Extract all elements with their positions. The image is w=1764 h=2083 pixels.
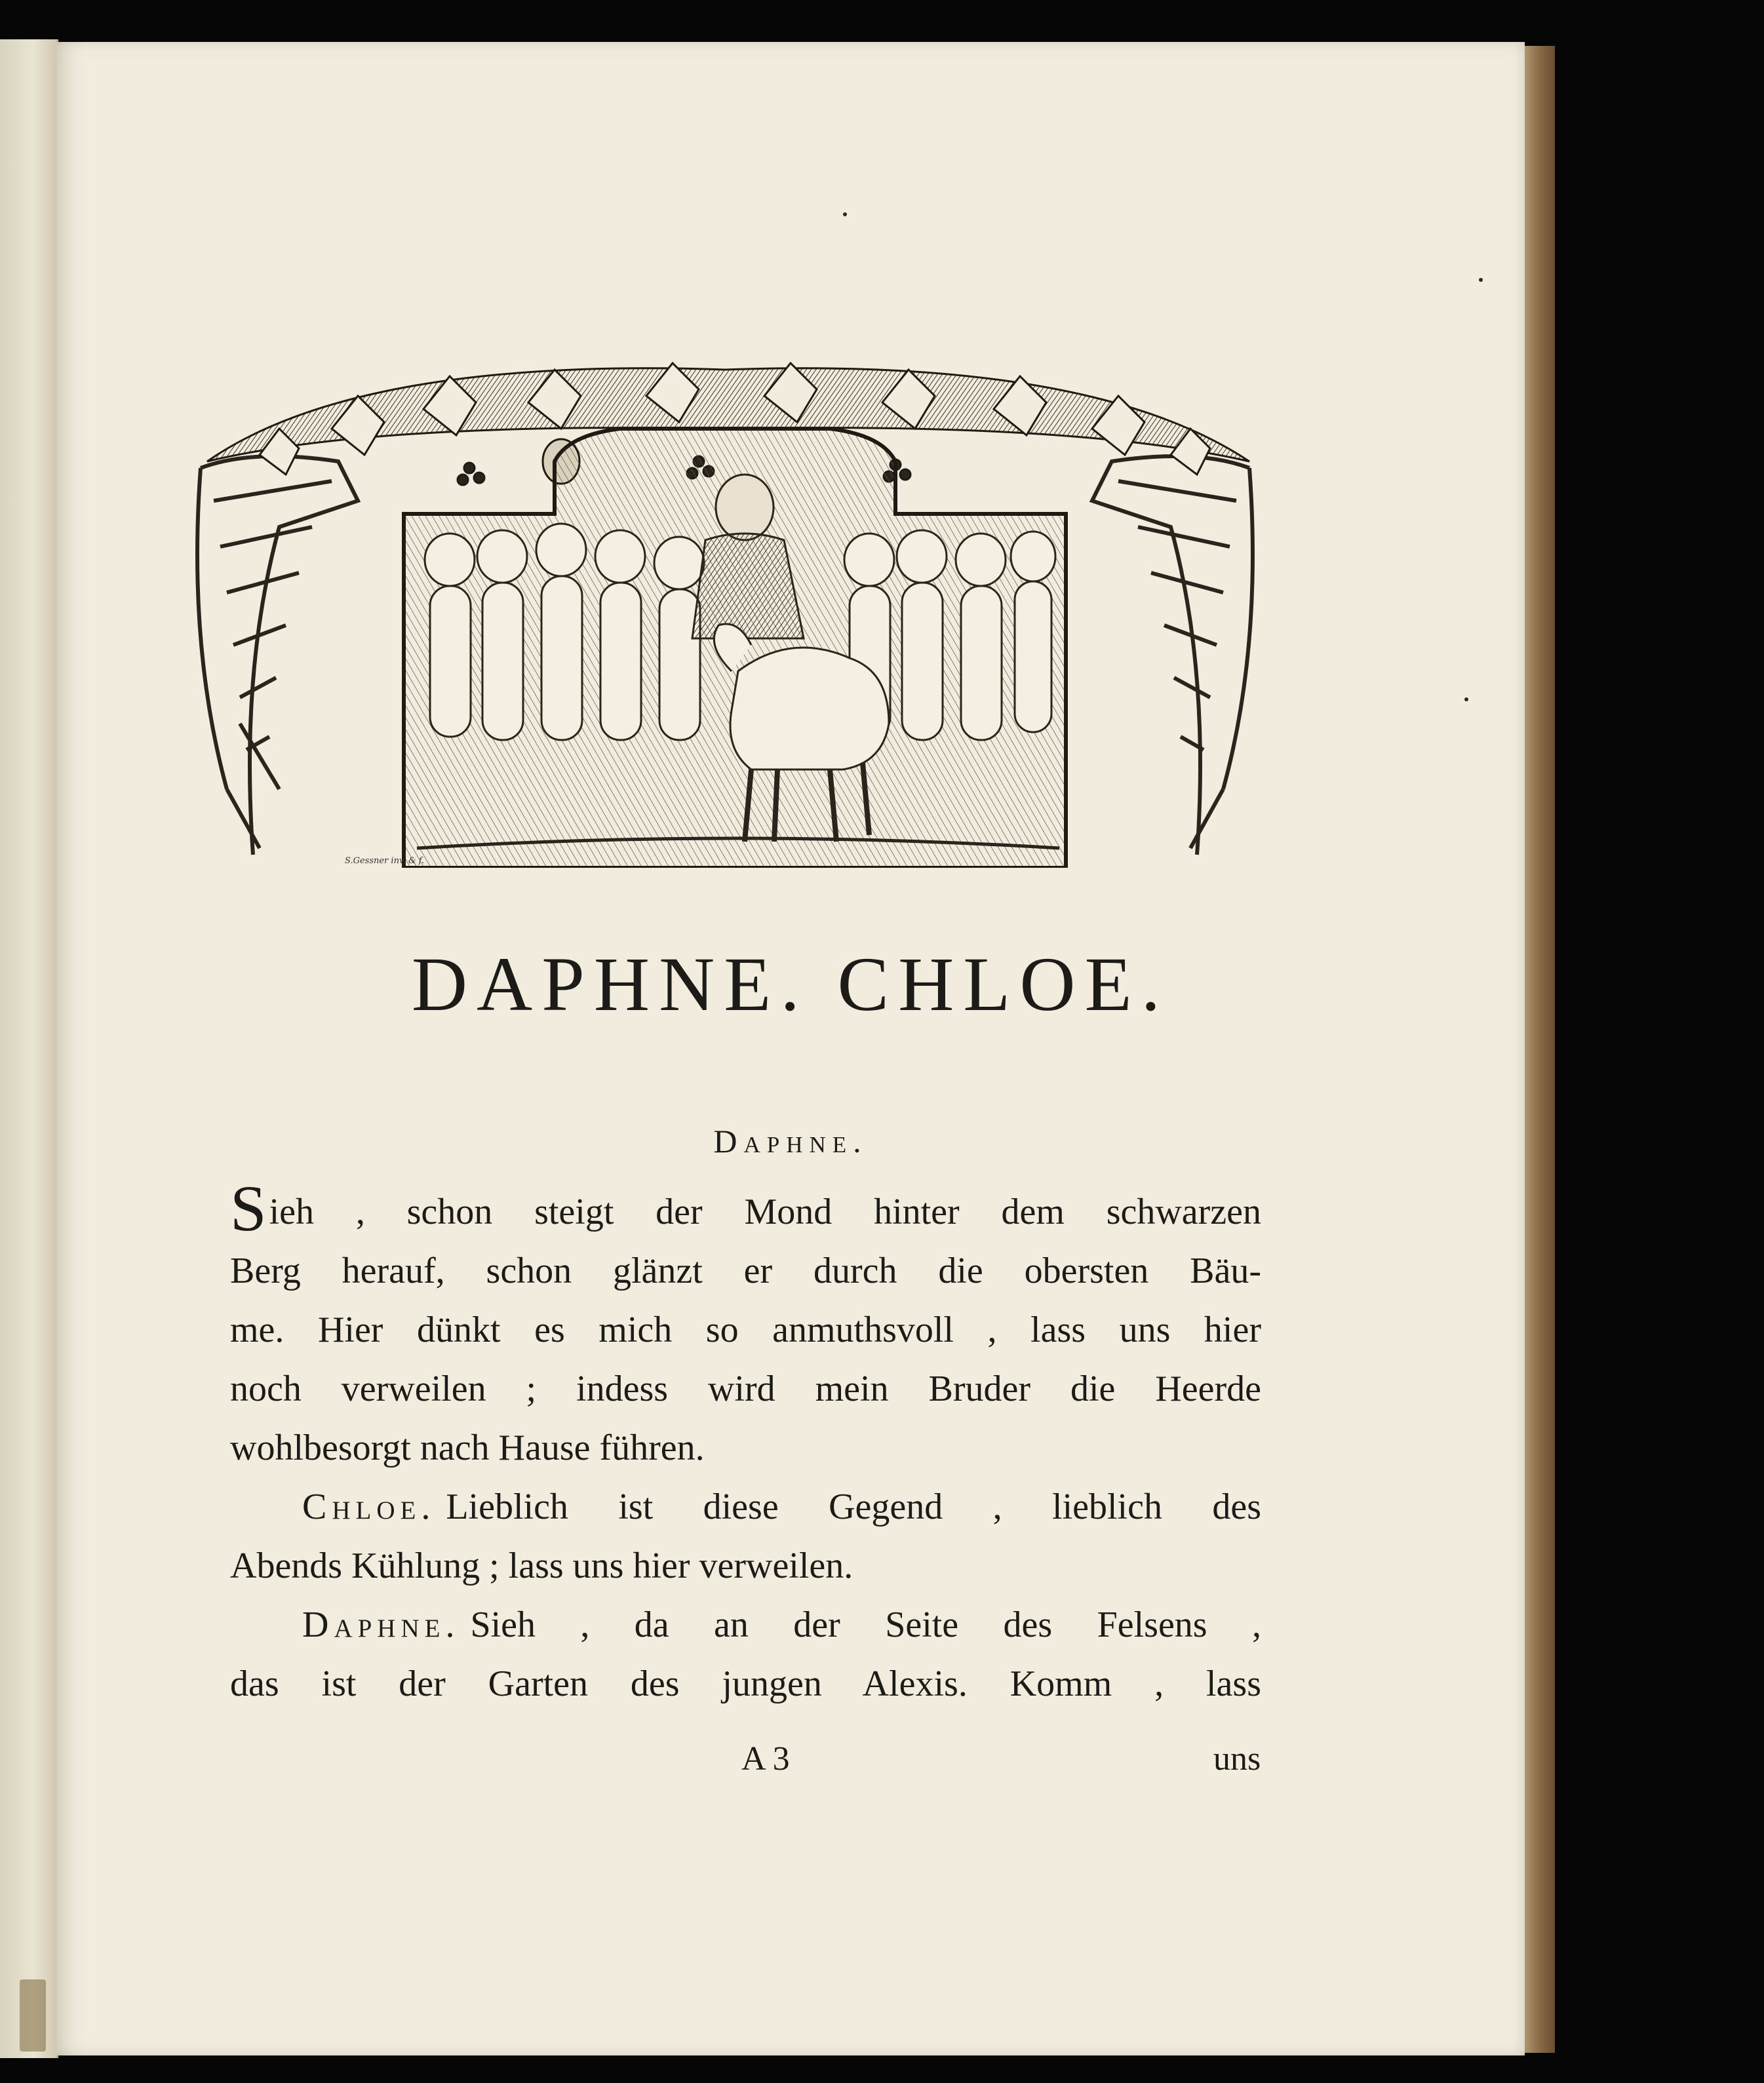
- left-page-edge: [0, 39, 58, 2058]
- text-line: noch verweilen ; indess wird mein Bruder die Heerde: [230, 1369, 1261, 1409]
- relief-panel: [404, 429, 1066, 868]
- text-line-content: Sieh , da an der Seite des Felsens ,: [470, 1605, 1261, 1645]
- book-cover-edge: [1521, 46, 1555, 2053]
- catchword: uns: [1213, 1740, 1261, 1778]
- text-line: me. Hier dünkt es mich so anmuthsvoll , lass uns hier: [230, 1310, 1261, 1350]
- paragraph-daphne-1: [230, 1172, 1261, 1477]
- right-trellis: [1092, 456, 1253, 855]
- page-title: DAPHNE. CHLOE.: [411, 941, 1170, 1027]
- text-line: [230, 1477, 1261, 1536]
- ink-speck: [1479, 278, 1483, 282]
- left-trellis: [197, 456, 358, 855]
- speaker-label: Chloe.: [302, 1487, 436, 1527]
- binding-thread-mark: [20, 1979, 46, 2052]
- text-line: Abends Kühlung ; lass uns hier verweilen.: [230, 1546, 853, 1586]
- text-line: das ist der Garten des jungen Alexis. Komm , lass: [230, 1664, 1261, 1704]
- speaker-heading: Daphne.: [713, 1123, 868, 1159]
- text-line: [230, 1172, 1261, 1245]
- text-line: Berg herauf, schon glänzt er durch die obersten Bäu-: [230, 1251, 1261, 1291]
- text-line-content: ieh , schon steigt der Mond hinter dem schwarzen: [269, 1192, 1261, 1232]
- paragraph-daphne-2: [230, 1595, 1261, 1713]
- text-line-content: Lieblich ist diese Gegend , lieblich des: [446, 1487, 1261, 1527]
- dropcap: S: [230, 1172, 267, 1245]
- engraver-credit: S.Gessner inv. & f.: [345, 856, 425, 866]
- ink-speck: [1464, 697, 1468, 701]
- book-page: [56, 42, 1525, 2055]
- ink-speck: [843, 212, 847, 216]
- text-line: wohlbesorgt nach Hause führen.: [230, 1428, 705, 1468]
- text-line: [230, 1595, 1261, 1654]
- signature-mark: A 3: [741, 1740, 790, 1778]
- paragraph-chloe-1: [230, 1477, 1261, 1595]
- speaker-label: Daphne.: [302, 1605, 460, 1645]
- engraved-vignette-icon: [161, 330, 1289, 868]
